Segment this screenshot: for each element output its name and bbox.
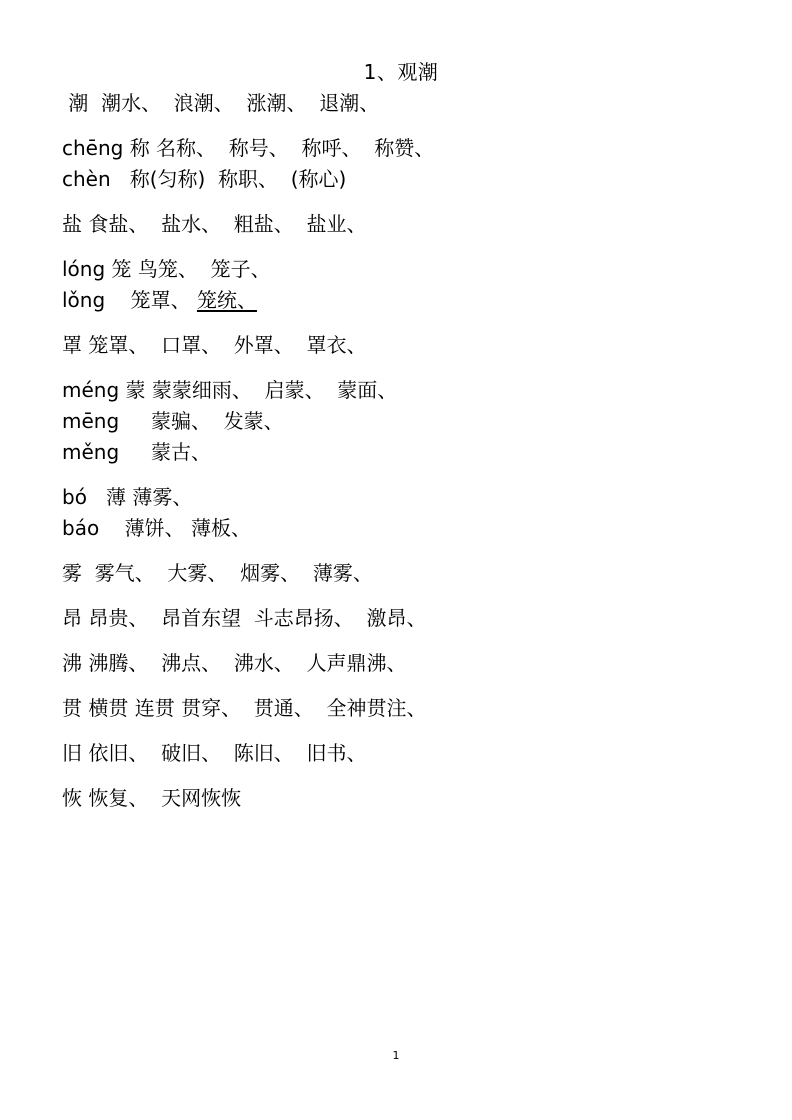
vocabulary-entry — [62, 603, 730, 634]
line-text-underlined: 笼统、 — [196, 288, 257, 312]
vocabulary-line — [62, 406, 730, 437]
line-text: chēng 称 名称、 称号、 称呼、 称赞、 — [62, 136, 435, 160]
vocabulary-line — [62, 648, 730, 679]
page-title: 1、观潮 — [363, 60, 439, 84]
page-number: 1 — [392, 1049, 400, 1062]
vocabulary-list — [62, 88, 730, 814]
vocabulary-line — [62, 437, 730, 468]
line-text: lǒng 笼罩、 — [62, 288, 197, 312]
line-text: mēng 蒙骗、 发蒙、 — [62, 409, 284, 433]
vocabulary-line — [62, 603, 730, 634]
vocabulary-entry — [62, 648, 730, 679]
vocabulary-line — [62, 375, 730, 406]
vocabulary-line — [62, 330, 730, 361]
vocabulary-entry — [62, 783, 730, 814]
line-text: 恢 恢复、 天网恢恢 — [62, 786, 242, 810]
vocabulary-line — [62, 783, 730, 814]
vocabulary-line — [62, 88, 730, 119]
line-text: měng 蒙古、 — [62, 440, 211, 464]
line-text: báo 薄饼、 薄板、 — [62, 516, 251, 540]
line-text: 贯 横贯 连贯 贯穿、 贯通、 全神贯注、 — [62, 696, 427, 720]
vocabulary-entry — [62, 330, 730, 361]
vocabulary-entry — [62, 209, 730, 240]
line-text: 雾 雾气、 大雾、 烟雾、 薄雾、 — [62, 561, 373, 585]
vocabulary-line — [62, 482, 730, 513]
line-text: 旧 依旧、 破旧、 陈旧、 旧书、 — [62, 741, 367, 765]
vocabulary-line — [62, 254, 730, 285]
vocabulary-entry — [62, 693, 730, 724]
vocabulary-line — [62, 513, 730, 544]
vocabulary-line — [62, 738, 730, 769]
vocabulary-entry — [62, 133, 730, 195]
vocabulary-line — [62, 558, 730, 589]
line-text: 罩 笼罩、 口罩、 外罩、 罩衣、 — [62, 333, 367, 357]
vocabulary-entry — [62, 375, 730, 468]
vocabulary-entry — [62, 88, 730, 119]
vocabulary-entry — [62, 254, 730, 316]
vocabulary-line — [62, 209, 730, 240]
line-text: 沸 沸腾、 沸点、 沸水、 人声鼎沸、 — [62, 651, 407, 675]
line-text: méng 蒙 蒙蒙细雨、 启蒙、 蒙面、 — [62, 378, 398, 402]
vocabulary-entry — [62, 558, 730, 589]
line-text: 盐 食盐、 盐水、 粗盐、 盐业、 — [62, 212, 367, 236]
vocabulary-entry — [62, 482, 730, 544]
line-text: 昂 昂贵、 昂首东望 斗志昂扬、 激昂、 — [62, 606, 427, 630]
line-text: lóng 笼 鸟笼、 笼子、 — [62, 257, 271, 281]
line-text: 潮 潮水、 浪潮、 涨潮、 退潮、 — [62, 91, 380, 115]
vocabulary-line — [62, 164, 730, 195]
vocabulary-line — [62, 285, 730, 316]
vocabulary-entry — [62, 738, 730, 769]
line-text: chèn 称(匀称) 称职、 (称心) — [62, 167, 347, 191]
vocabulary-line — [62, 133, 730, 164]
line-text: bó 薄 薄雾、 — [62, 485, 193, 509]
vocabulary-line — [62, 693, 730, 724]
